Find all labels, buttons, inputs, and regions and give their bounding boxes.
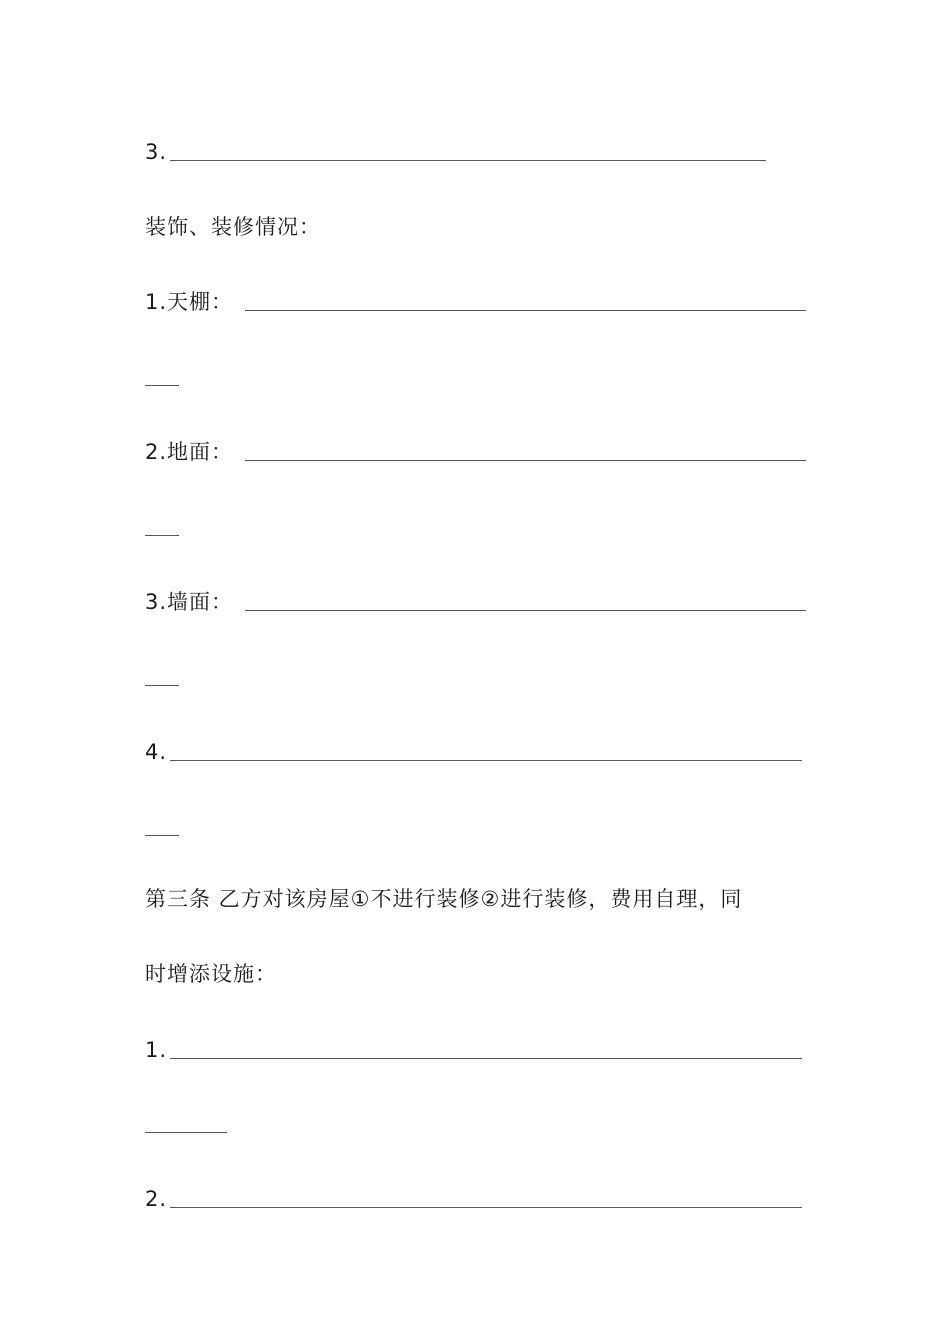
facility-1-blank-continuation[interactable]	[145, 1132, 227, 1133]
wall-label: 3.墙面：	[145, 590, 234, 614]
wall-blank-continuation[interactable]	[145, 685, 179, 686]
ceiling-label: 1.天棚：	[145, 290, 234, 314]
item-4-blank[interactable]	[170, 760, 802, 761]
item-4-label: 4.	[145, 740, 168, 764]
item-4-blank-continuation[interactable]	[145, 835, 179, 836]
article-3-text: 第三条 乙方对该房屋①不进行装修②进行装修，费用自理，同	[145, 887, 743, 911]
ceiling-blank-continuation[interactable]	[145, 385, 179, 386]
item-3-blank[interactable]	[170, 160, 766, 161]
floor-blank-continuation[interactable]	[145, 535, 179, 536]
ceiling-blank[interactable]	[245, 310, 806, 311]
item-3-label: 3.	[145, 140, 168, 164]
decoration-heading: 装饰、装修情况：	[145, 215, 321, 239]
facility-1-label: 1.	[145, 1038, 168, 1062]
facility-2-blank[interactable]	[170, 1207, 802, 1208]
facility-2-label: 2.	[145, 1187, 168, 1211]
article-3-text-continued: 时增添设施：	[145, 962, 277, 986]
floor-label: 2.地面：	[145, 440, 234, 464]
facility-1-blank[interactable]	[170, 1058, 802, 1059]
wall-blank[interactable]	[245, 610, 806, 611]
floor-blank[interactable]	[245, 460, 806, 461]
